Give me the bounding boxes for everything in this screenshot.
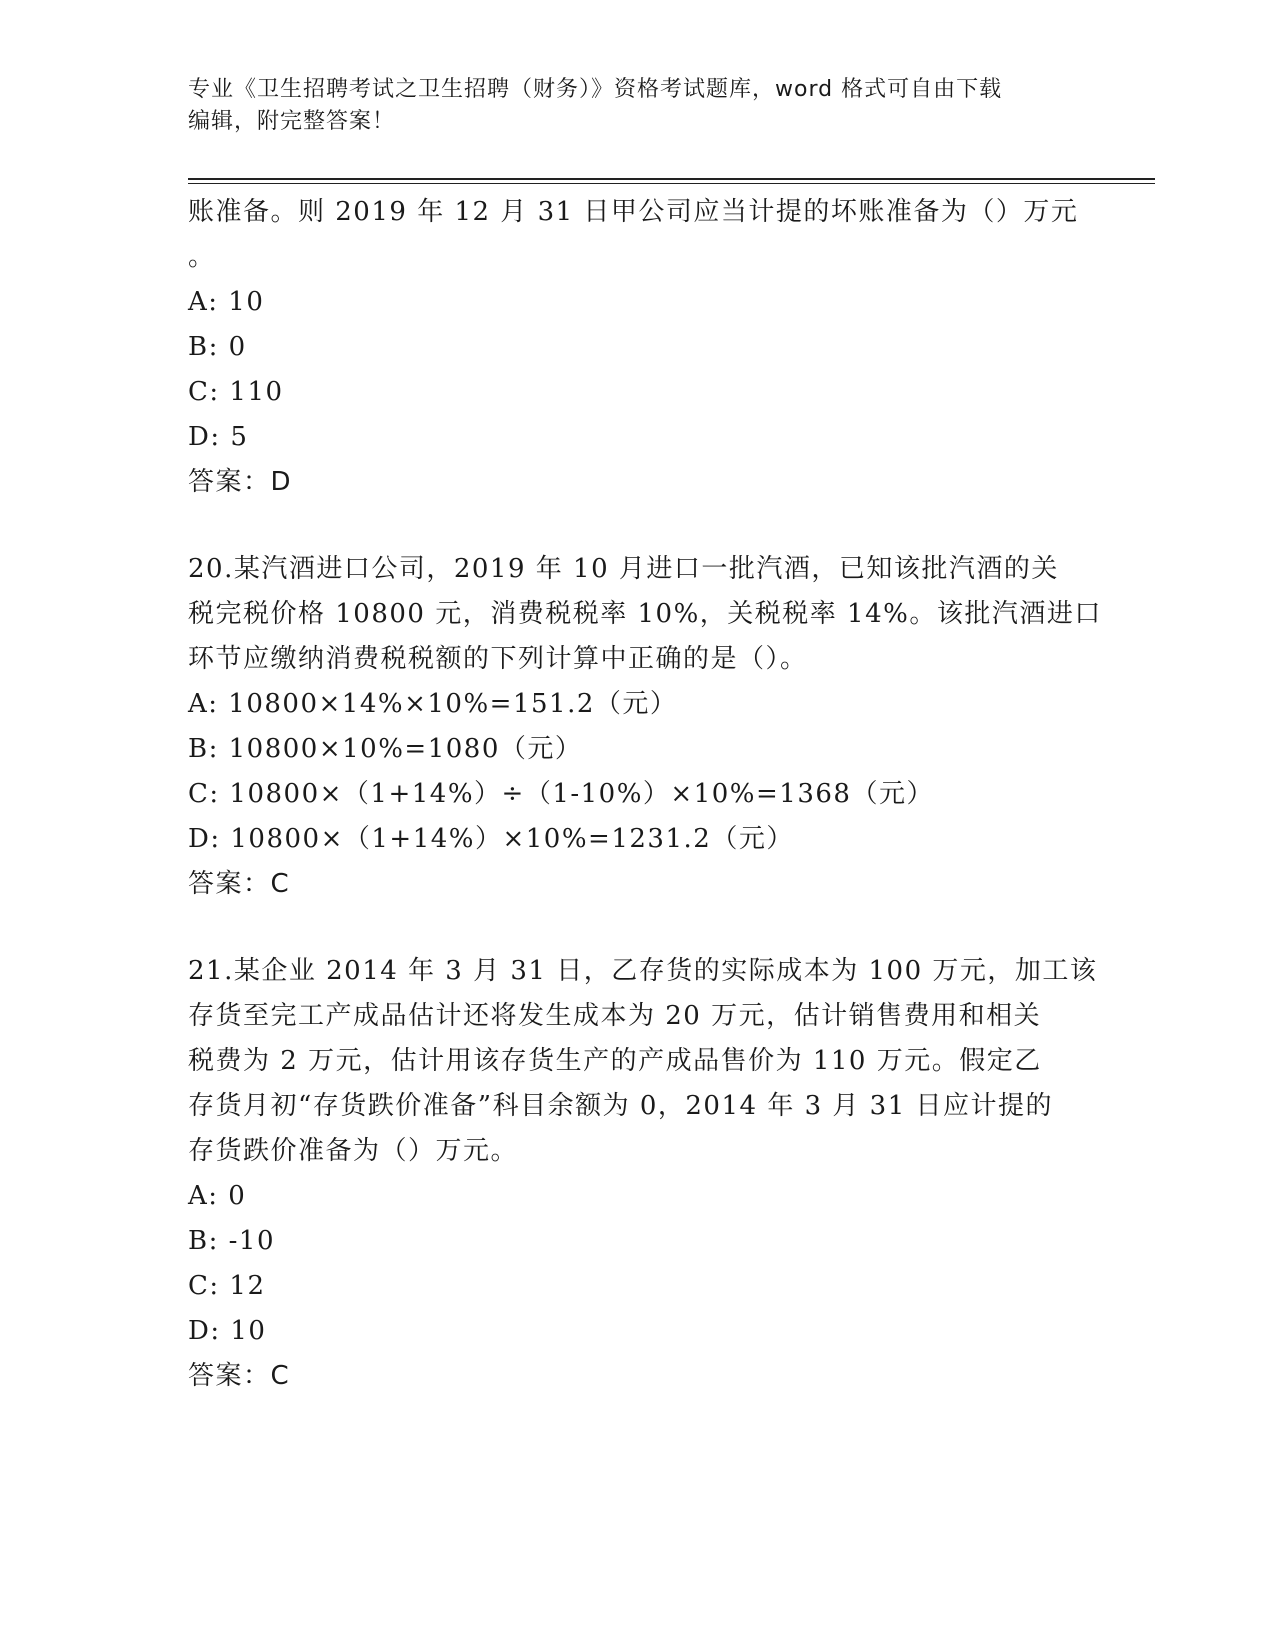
option-a: A: 10 <box>188 287 265 317</box>
question-text-line: 存货跌价准备为（）万元。 <box>188 1136 519 1166</box>
question-text-line: 。 <box>188 242 216 272</box>
header-divider-thick <box>188 178 1155 180</box>
header-line-2: 编辑，附完整答案！ <box>188 109 396 134</box>
question-text-line: 20.某汽酒进口公司，2019 年 10 月进口一批汽酒，已知该批汽酒的关 <box>188 554 1059 584</box>
answer-label: 答案：D <box>188 467 293 497</box>
option-a: A: 0 <box>188 1181 247 1211</box>
question-text-line: 账准备。则 2019 年 12 月 31 日甲公司应当计提的坏账准备为（）万元 <box>188 197 1079 227</box>
header-line-1: 专业《卫生招聘考试之卫生招聘（财务）》资格考试题库，word 格式可自由下载 <box>188 77 1003 102</box>
option-d: D: 10800×（1+14%）×10%=1231.2（元） <box>188 824 794 854</box>
header-divider-thin <box>188 183 1155 184</box>
question-spacer <box>188 505 1088 547</box>
option-c: C: 110 <box>188 377 284 407</box>
answer-label: 答案：C <box>188 869 291 899</box>
document-header <box>188 74 1088 138</box>
option-c: C: 10800×（1+14%）÷（1-10%）×10%=1368（元） <box>188 779 934 809</box>
question-21 <box>188 949 1098 1399</box>
option-b: B: 0 <box>188 332 247 362</box>
option-a: A: 10800×14%×10%=151.2（元） <box>188 689 678 719</box>
option-b: B: -10 <box>188 1226 275 1256</box>
question-20 <box>188 547 1102 907</box>
answer-label: 答案：C <box>188 1361 291 1391</box>
option-b: B: 10800×10%=1080（元） <box>188 734 583 764</box>
question-text-line: 存货至完工产成品估计还将发生成本为 20 万元，估计销售费用和相关 <box>188 1001 1042 1031</box>
option-c: C: 12 <box>188 1271 266 1301</box>
option-d: D: 10 <box>188 1316 267 1346</box>
question-text-line: 税费为 2 万元，估计用该存货生产的产成品售价为 110 万元。假定乙 <box>188 1046 1042 1076</box>
question-19 <box>188 190 1088 505</box>
question-spacer <box>188 907 1088 949</box>
question-text-line: 环节应缴纳消费税税额的下列计算中正确的是（）。 <box>188 644 808 674</box>
question-text-line: 税完税价格 10800 元，消费税税率 10%，关税税率 14%。该批汽酒进口 <box>188 599 1102 629</box>
option-d: D: 5 <box>188 422 249 452</box>
question-text-line: 存货月初“存货跌价准备”科目余额为 0，2014 年 3 月 31 日应计提的 <box>188 1091 1054 1121</box>
question-text-line: 21.某企业 2014 年 3 月 31 日，乙存货的实际成本为 100 万元，加工该 <box>188 956 1098 986</box>
question-content <box>188 190 1102 1399</box>
